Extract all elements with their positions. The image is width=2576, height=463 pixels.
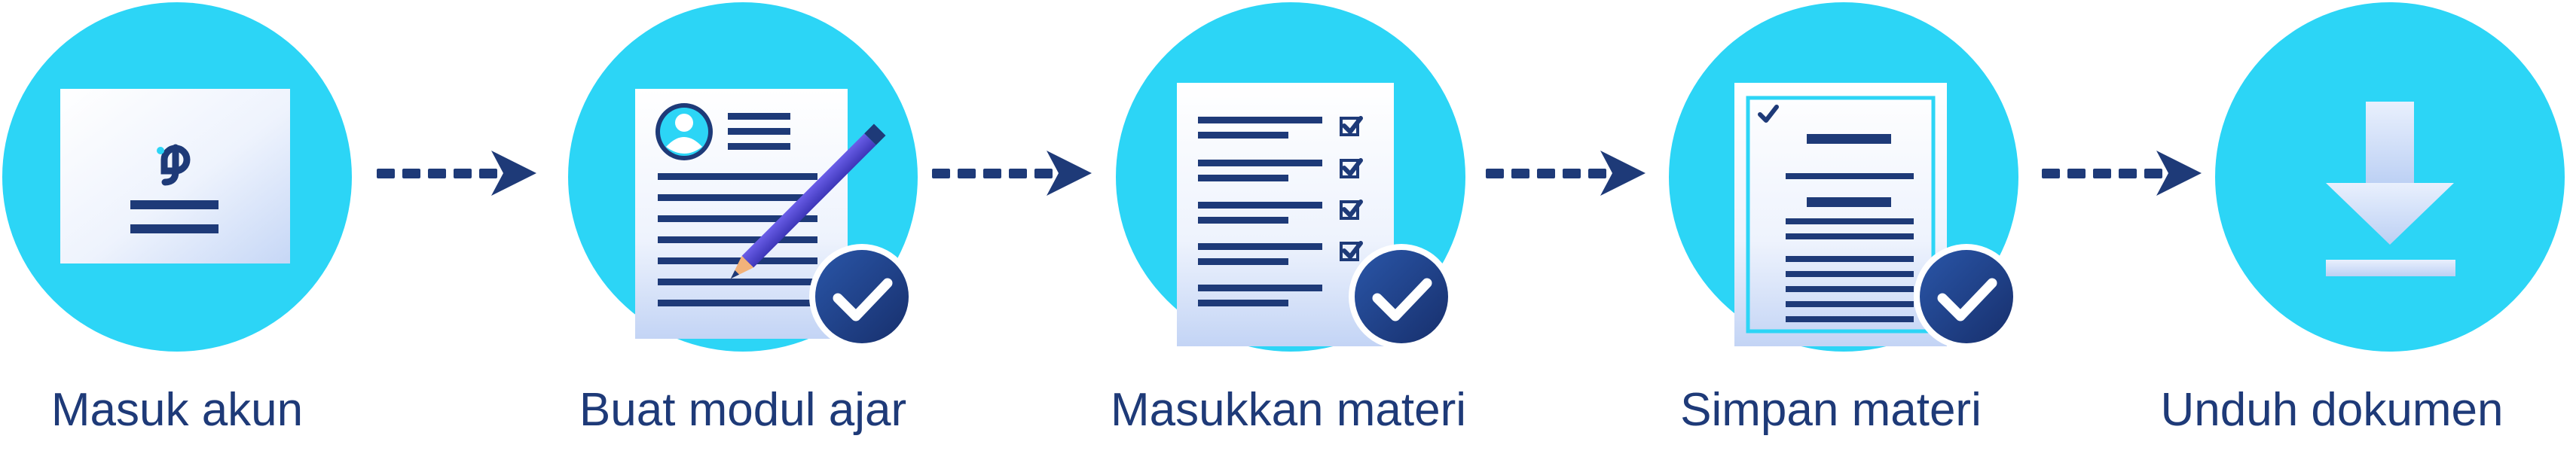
step-1-label: Masuk akun xyxy=(50,384,304,436)
step-3-label: Masukkan materi xyxy=(1110,384,1467,436)
check-badge-icon-4 xyxy=(1914,244,2019,349)
step-2-group xyxy=(568,2,918,352)
dashed-arrow-icon-4 xyxy=(2042,151,2202,196)
dashed-arrow-icon-3 xyxy=(1486,151,1646,196)
check-badge-icon-2 xyxy=(809,244,915,349)
step-2-label: Buat modul ajar xyxy=(579,384,907,436)
step-5-group xyxy=(2215,2,2565,352)
dashed-arrow-icon-1 xyxy=(377,151,536,196)
step-1-group xyxy=(2,2,352,352)
login-card-icon xyxy=(60,89,290,263)
step-4-group xyxy=(1669,2,2019,352)
dashed-arrow-icon-2 xyxy=(932,151,1092,196)
step-3-group xyxy=(1116,2,1465,352)
step-4-label: Simpan materi xyxy=(1680,384,1982,436)
check-badge-icon-3 xyxy=(1349,244,1454,349)
step-5-label: Unduh dokumen xyxy=(2160,384,2504,436)
